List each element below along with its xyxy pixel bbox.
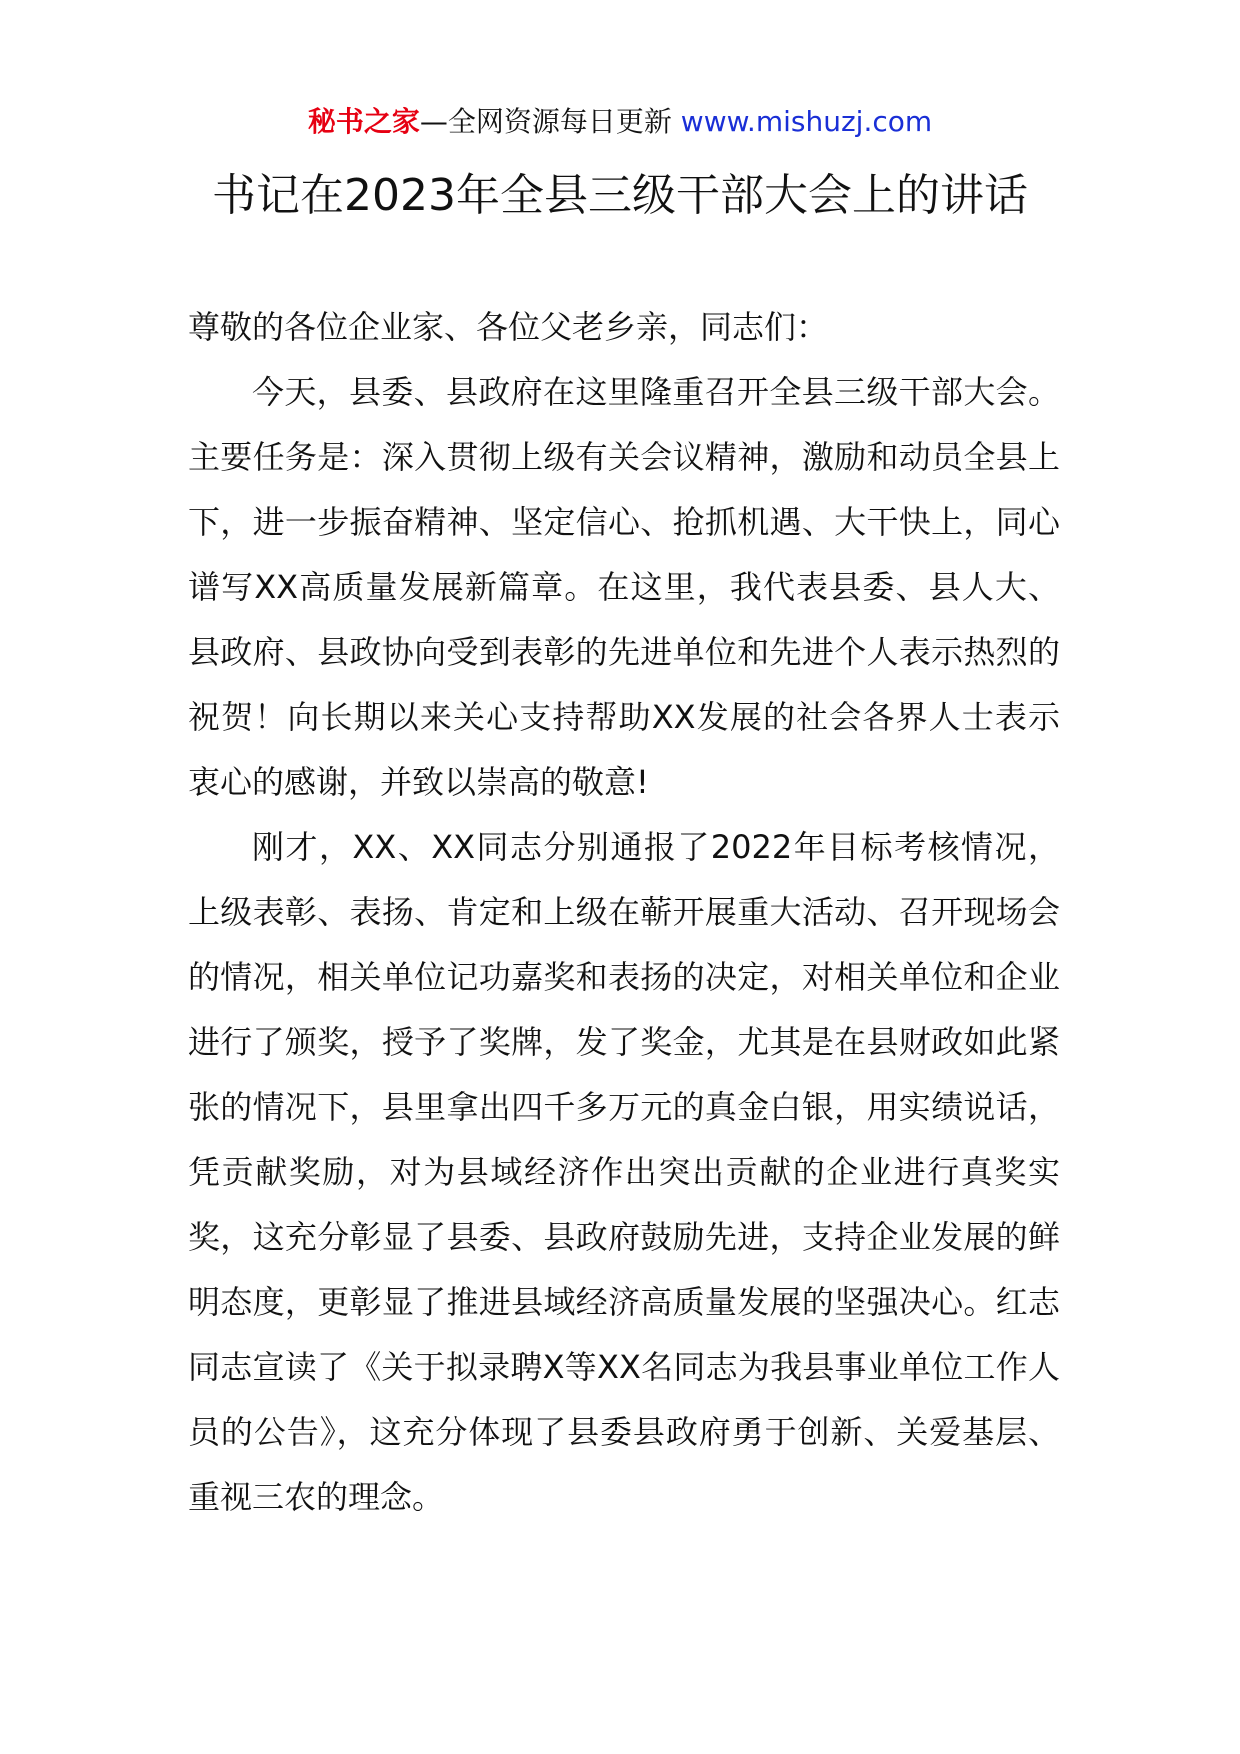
site-header bbox=[0, 102, 1240, 142]
salutation: 尊敬的各位企业家、各位父老乡亲，同志们： bbox=[188, 308, 829, 346]
paragraph-2: 刚才，XX、XX同志分别通报了2022年目标考核情况，上级表彰、表扬、肯定和上级在蕲开展重大活动、召开现场会的情况，相关单位记功嘉奖和表扬的决定，对相关单位和企业进行了颁奖，授予了奖牌，发了奖金，尤其是在县财政如此紧张的情况下，县里拿出四千多万元的真金白银，用实绩说话，凭贡献奖励，对为县域经济作出突出贡献的企业进行真奖实奖，这充分彰显了县委、县政府鼓励先进，支持企业发展的鲜明态度，更彰显了推进县域经济高质量发展的坚强决心。红志同志宣读了《关于拟录聘X等XX名同志为我县事业单位工作人员的公告》，这充分体现了县委县政府勇于创新、关爱基层、重视三农的理念。 bbox=[188, 828, 1060, 1516]
document-body bbox=[188, 295, 1060, 1530]
brand-name: 秘书之家 bbox=[307, 105, 420, 138]
paragraph-1: 今天，县委、县政府在这里隆重召开全县三级干部大会。主要任务是：深入贯彻上级有关会议精神，激励和动员全县上下，进一步振奋精神、坚定信心、抢抓机遇、大干快上，同心谱写XX高质量发展新篇章。在这里，我代表县委、县人大、县政府、县政协向受到表彰的先进单位和先进个人表示热烈的祝贺！向长期以来关心支持帮助XX发展的社会各界人士表示衷心的感谢，并致以崇高的敬意! bbox=[188, 373, 1060, 801]
document-title: 书记在2023年全县三级干部大会上的讲话 bbox=[212, 170, 1028, 221]
site-url-link[interactable]: www.mishuzj.com bbox=[680, 105, 933, 138]
header-tagline: —全网资源每日更新 bbox=[419, 105, 672, 138]
